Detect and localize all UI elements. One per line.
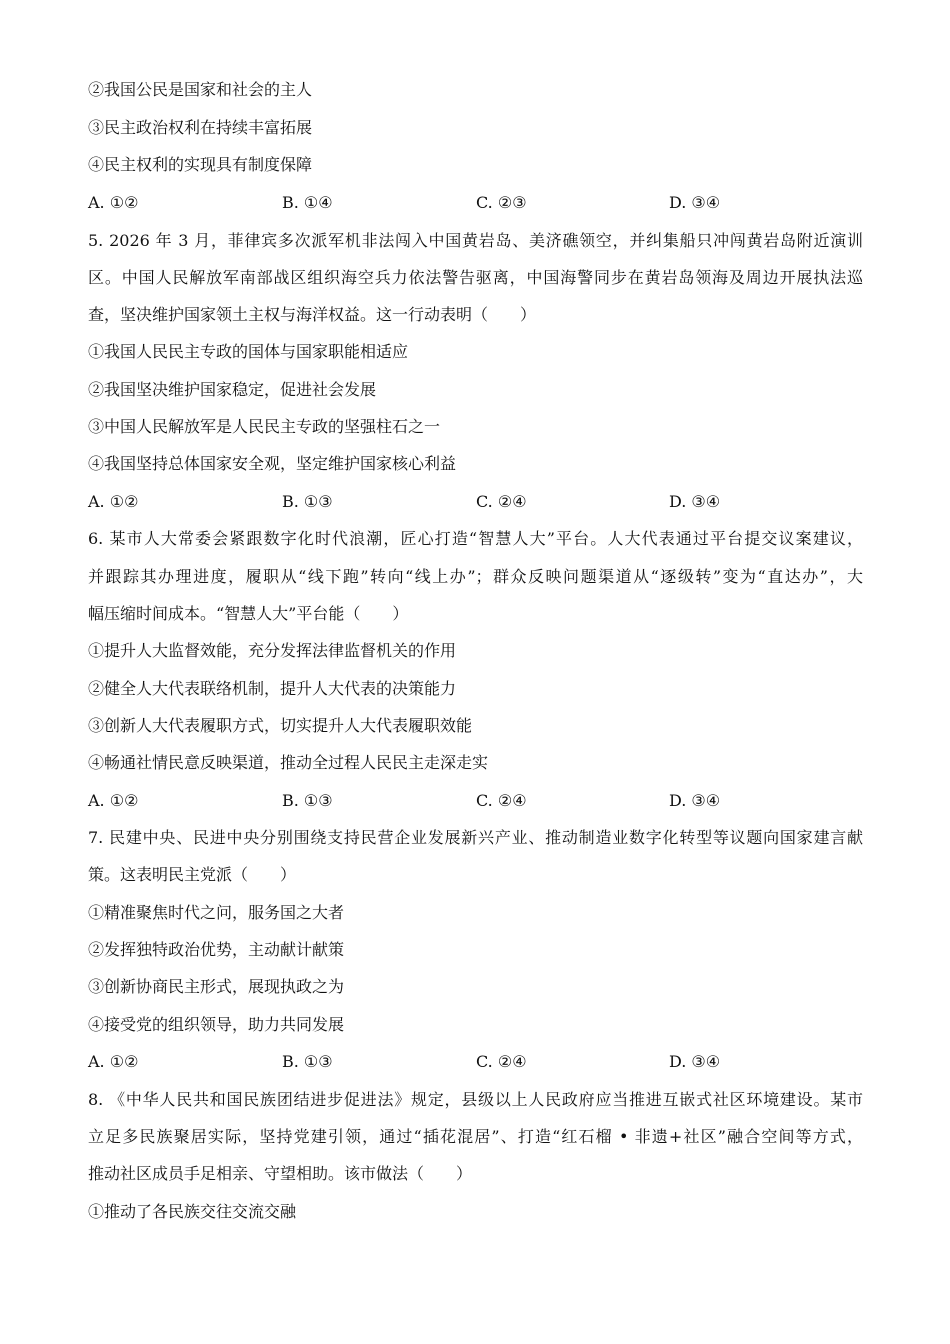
q6-option-b[interactable]: B. ①③ (282, 791, 333, 810)
q7-item-3: ③创新协商民主形式，展现执政之为 (88, 977, 345, 996)
q4-item-3: ③民主政治权利在持续丰富拓展 (88, 118, 313, 137)
q5-option-a[interactable]: A. ①② (88, 492, 139, 511)
q5-stem-line-3: 查，坚决维护国家领土主权与海洋权益。这一行动表明（ ） (88, 305, 537, 324)
q6-option-d[interactable]: D. ③④ (669, 791, 721, 810)
q7-item-2: ②发挥独特政治优势，主动献计献策 (88, 940, 345, 959)
q7-option-d[interactable]: D. ③④ (669, 1052, 721, 1071)
q5-option-c[interactable]: C. ②④ (476, 492, 527, 511)
q6-stem-line-2: 并跟踪其办理进度，履职从“线下跑”转向“线上办”；群众反映问题渠道从“逐级转”变为“直达办”，大 (88, 567, 863, 586)
q5-option-b[interactable]: B. ①③ (282, 492, 333, 511)
q4-item-4: ④民主权利的实现具有制度保障 (88, 155, 313, 174)
q7-option-a[interactable]: A. ①② (88, 1052, 139, 1071)
q6-item-2: ②健全人大代表联络机制，提升人大代表的决策能力 (88, 679, 457, 698)
q4-option-c[interactable]: C. ②③ (476, 193, 527, 212)
q5-item-1: ①我国人民民主专政的国体与国家职能相适应 (88, 342, 409, 361)
q6-stem-line-3: 幅压缩时间成本。“智慧人大”平台能（ ） (88, 604, 409, 623)
q4-option-a[interactable]: A. ①② (88, 193, 139, 212)
q5-item-2: ②我国坚决维护国家稳定，促进社会发展 (88, 380, 377, 399)
q6-item-4: ④畅通社情民意反映渠道，推动全过程人民民主走深走实 (88, 753, 489, 772)
q6-stem-line-1: 6. 某市人大常委会紧跟数字化时代浪潮，匠心打造“智慧人大”平台。人大代表通过平台提交议案建议， (88, 529, 863, 548)
q7-option-c[interactable]: C. ②④ (476, 1052, 527, 1071)
q8-item-1: ①推动了各民族交往交流交融 (88, 1202, 297, 1221)
q5-stem-line-1: 5. 2026 年 3 月，菲律宾多次派军机非法闯入中国黄岩岛、美济礁领空，并纠集船只冲闯黄岩岛附近演训 (88, 231, 863, 250)
q6-item-3: ③创新人大代表履职方式，切实提升人大代表履职效能 (88, 716, 473, 735)
q6-item-1: ①提升人大监督效能，充分发挥法律监督机关的作用 (88, 641, 457, 660)
q6-option-c[interactable]: C. ②④ (476, 791, 527, 810)
q6-option-a[interactable]: A. ①② (88, 791, 139, 810)
q5-stem-line-2: 区。中国人民解放军南部战区组织海空兵力依法警告驱离，中国海警同步在黄岩岛领海及周边开展执法巡 (88, 268, 863, 287)
q8-stem-line-3: 推动社区成员手足相亲、守望相助。该市做法（ ） (88, 1164, 473, 1183)
q7-item-1: ①精准聚焦时代之问，服务国之大者 (88, 903, 345, 922)
q5-item-3: ③中国人民解放军是人民民主专政的坚强柱石之一 (88, 417, 441, 436)
q5-item-4: ④我国坚持总体国家安全观，坚定维护国家核心利益 (88, 454, 457, 473)
q7-option-b[interactable]: B. ①③ (282, 1052, 333, 1071)
q7-stem-line-1: 7. 民建中央、民进中央分别围绕支持民营企业发展新兴产业、推动制造业数字化转型等议题向国家建言献 (88, 828, 863, 847)
q4-option-d[interactable]: D. ③④ (669, 193, 721, 212)
q8-stem-line-2: 立足多民族聚居实际，坚持党建引领，通过“插花混居”、打造“红石榴 • 非遗+社区”融合空间等方式， (88, 1127, 863, 1146)
q5-option-d[interactable]: D. ③④ (669, 492, 721, 511)
q7-stem-line-2: 策。这表明民主党派（ ） (88, 865, 297, 884)
q4-option-b[interactable]: B. ①④ (282, 193, 333, 212)
q7-item-4: ④接受党的组织领导，助力共同发展 (88, 1015, 345, 1034)
q4-item-2: ②我国公民是国家和社会的主人 (88, 80, 313, 99)
q8-stem-line-1: 8. 《中华人民共和国民族团结进步促进法》规定，县级以上人民政府应当推进互嵌式社区环境建设。某市 (88, 1090, 863, 1109)
